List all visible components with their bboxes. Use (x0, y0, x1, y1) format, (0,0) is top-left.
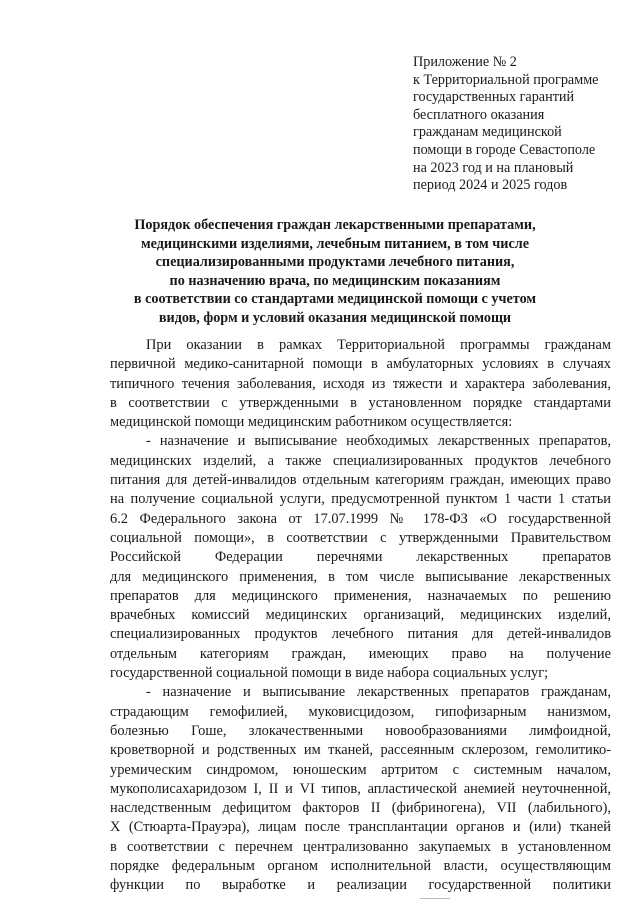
paragraph-intro (110, 336, 611, 432)
paragraph-list-item-2 (110, 683, 611, 895)
body-line: - назначение и выписывание необходимых лекарственных препаратов, (146, 433, 611, 450)
document-body (110, 336, 611, 896)
body-line: При оказании в рамках Территориальной программы гражданам (146, 337, 611, 353)
body-line: медицинских изделий, а также специализированных продуктов лечебного (110, 452, 611, 469)
body-line: 6.2 Федерального закона от 17.07.1999 № 178-ФЗ «О государственной (110, 510, 611, 527)
body-line: специализированных продуктов лечебного питания для детей-инвалидов (110, 626, 611, 643)
title-line: по назначению врача, по медицинским показаниям (169, 272, 501, 289)
title-line: специализированными продуктами лечебного питания, (155, 254, 515, 271)
title-line: видов, форм и условий оказания медицинской помощи (158, 309, 512, 326)
body-line: уремическим синдромом, юношеским артритом с системным началом, (110, 761, 611, 778)
body-line: в соответствии с перечнем централизованно закупаемых в установленном (110, 838, 611, 855)
body-line: социальной помощи», в соответствии с утвержденными Правительством (110, 529, 611, 546)
body-line: медицинской помощи медицинским работником осуществляется: (110, 414, 513, 431)
appendix-line: к Территориальной программе (413, 71, 599, 88)
appendix-line: бесплатного оказания (413, 106, 545, 123)
body-line: болезнью Гоше, злокачественными новообразованиями лимфоидной, (110, 722, 611, 739)
appendix-block (413, 54, 628, 195)
body-line: отдельным категориям граждан, имеющих право на получение (110, 645, 611, 662)
appendix-line: гражданам медицинской (413, 124, 562, 141)
appendix-line: государственных гарантий (413, 89, 575, 106)
body-line: страдающим гемофилией, муковисцидозом, гипофизарным нанизмом, (110, 703, 611, 720)
body-line: порядке федеральным органом исполнительной власти, осуществляющим (110, 858, 611, 875)
appendix-line: помощи в городе Севастополе (413, 141, 596, 158)
body-line: для медицинского применения, в том числе выписывание лекарственных (110, 568, 611, 585)
title-line: Порядок обеспечения граждан лекарственными препаратами, (134, 217, 536, 233)
body-line: врачебных комиссий медицинских организаций, медицинских изделий, (110, 607, 611, 624)
title-line: в соответствии со стандартами медицинской помощи с учетом (133, 291, 537, 308)
appendix-line: на 2023 год и на плановый (413, 159, 574, 176)
body-line: кроветворной и родственных им тканей, рассеянным склерозом, гемолитико- (110, 742, 611, 759)
body-line: X (Стюарта-Прауэра), лицам после трансплантации органов и (или) тканей (110, 819, 611, 836)
title-line: медицинскими изделиями, лечебным питанием, в том числе (140, 235, 529, 252)
body-line: государственной социальной помощи в виде набора социальных услуг; (110, 665, 549, 682)
body-line: наследственным дефицитом факторов II (фибриногена), VII (лабильного), (110, 800, 611, 817)
scan-artifact (420, 898, 450, 899)
paragraph-list-item-1 (110, 432, 611, 683)
appendix-line: Приложение № 2 (413, 54, 517, 70)
appendix-line: период 2024 и 2025 годов (413, 177, 568, 194)
body-line: мукополисахаридозом I, II и VI типов, апластической анемией неуточненной, (110, 780, 611, 797)
body-line: питания для детей-инвалидов отдельным категориям граждан, имеющих право (110, 472, 611, 489)
body-line: типичного течения заболевания, исходя из тяжести и характера заболевания, (110, 375, 611, 392)
body-line: в соответствии с утвержденными в установленном порядке стандартами (110, 394, 611, 411)
body-line: Российской Федерации перечнями лекарственных препаратов (110, 549, 611, 566)
body-line: препаратов для медицинского применения, назначаемых по решению (110, 587, 611, 604)
body-line: - назначение и выписывание лекарственных препаратов гражданам, (146, 684, 611, 701)
body-line: функции по выработке и реализации государственной политики (110, 877, 611, 894)
body-line: первичной медико-санитарной помощи в амбулаторных условиях в случаях (110, 356, 611, 373)
document-title (100, 216, 570, 328)
body-line: на получение социальной услуги, предусмотренной пунктом 1 части 1 статьи (110, 491, 611, 508)
